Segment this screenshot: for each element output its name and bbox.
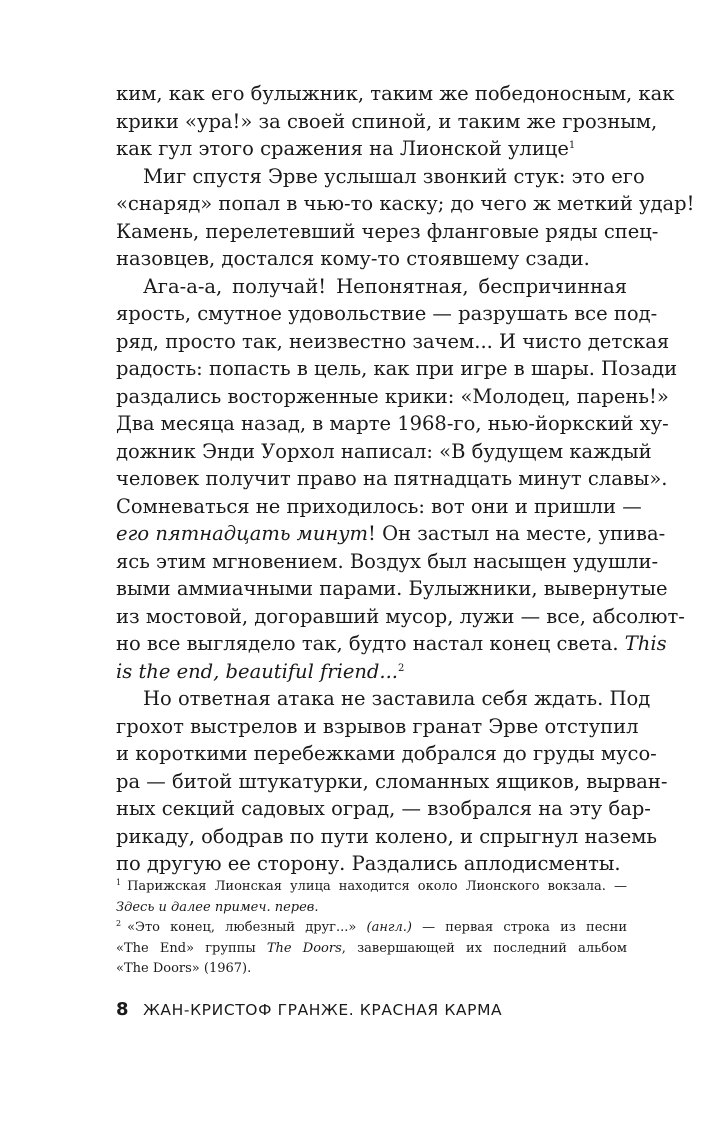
footnote-line: «The Doors» (1967). [116, 961, 252, 976]
text-line: Сомневаться не приходилось: вот они и пришли — [116, 494, 642, 518]
text-line: ных секций садовых оград, — взобрался на эту бар- [116, 797, 651, 820]
text-line: грохот выстрелов и взрывов гранат Эрве отступил [116, 714, 639, 738]
footnote-line: «The End» группы The Doors, завершающей их последний альбом [116, 940, 627, 956]
text-line: is the end, beautiful friend...$^2$ [116, 659, 405, 683]
text-line: Миг спустя Эрве услышал звонкий стук: это его [143, 164, 645, 188]
footnote-line: $^2$ «Это конец, любезный друг...» (англ.) — первая строка из песни [116, 919, 627, 935]
text-line: Два месяца назад, в марте 1968-го, нью-йоркский ху- [116, 412, 669, 435]
text-line: ярость, смутное удовольствие — разрушать все под- [116, 302, 658, 325]
text-line: и короткими перебежками добрался до груды мусо- [116, 742, 657, 765]
body-text [116, 80, 695, 878]
text-line: ким, как его булыжник, таким же победоносным, как [116, 82, 675, 105]
text-line: Ага-а-а, получай! Непонятная, беспричинная [143, 274, 627, 298]
text-line: выми аммиачными парами. Булыжники, вывернутые [116, 577, 668, 600]
text-line: раздались восторженные крики: «Молодец, парень!» [116, 384, 669, 408]
text-line: его пятнадцать минут! Он застыл на месте, упива- [116, 522, 666, 545]
running-title: ЖАН-КРИСТОФ ГРАНЖЕ. КРАСНАЯ КАРМА [143, 1001, 503, 1019]
text-line: ряд, просто так, неизвестно зачем... И чисто детская [116, 329, 670, 353]
text-line: как гул этого сражения на Лионской улице$^1$ [116, 137, 576, 160]
footnotes [116, 877, 627, 980]
text-line: Камень, перелетевший через фланговые ряды спец- [116, 219, 659, 243]
text-line: но все выглядело так, будто настал конец света. This [116, 632, 667, 655]
footnote-line: $^1$ Парижская Лионская улица находится около Лионского вокзала. — [116, 878, 627, 894]
text-line: ясь этим мгновением. Воздух был насыщен удушли- [116, 549, 659, 573]
footnote-number: 2 [116, 919, 122, 928]
footnote-number: 1 [116, 878, 122, 887]
text-line: радость: попасть в цель, как при игре в шары. Позади [116, 357, 678, 380]
text-line: дожник Энди Уорхол написал: «В будущем каждый [116, 439, 652, 463]
footnote-line: Здесь и далее примеч. перев. [116, 899, 319, 915]
text-line: из мостовой, догоравший мусор, лужи — все, абсолют- [116, 604, 685, 628]
text-line: ра — битой штукатурки, сломанных ящиков, вырван- [116, 769, 668, 793]
footnote-ref[interactable]: 1 [568, 140, 576, 151]
text-line: человек получит право на пятнадцать минут славы». [116, 467, 668, 490]
footnote-ref[interactable]: 2 [398, 662, 405, 674]
page-footer [116, 999, 627, 1020]
text-line: назовцев, достался кому-то стоявшему сзади. [116, 247, 590, 270]
text-line: по другую ее сторону. Раздались аплодисменты. [116, 852, 621, 875]
text-line: Но ответная атака не заставила себя ждать. Под [143, 687, 651, 710]
page-number: 8 [116, 999, 130, 1020]
text-line: крики «ура!» за своей спиной, и таким же грозным, [116, 109, 658, 133]
text-line: «снаряд» попал в чью-то каску; до чего ж меткий удар! [116, 192, 695, 215]
text-line: рикаду, ободрав по пути колено, и спрыгнул наземь [116, 824, 658, 848]
